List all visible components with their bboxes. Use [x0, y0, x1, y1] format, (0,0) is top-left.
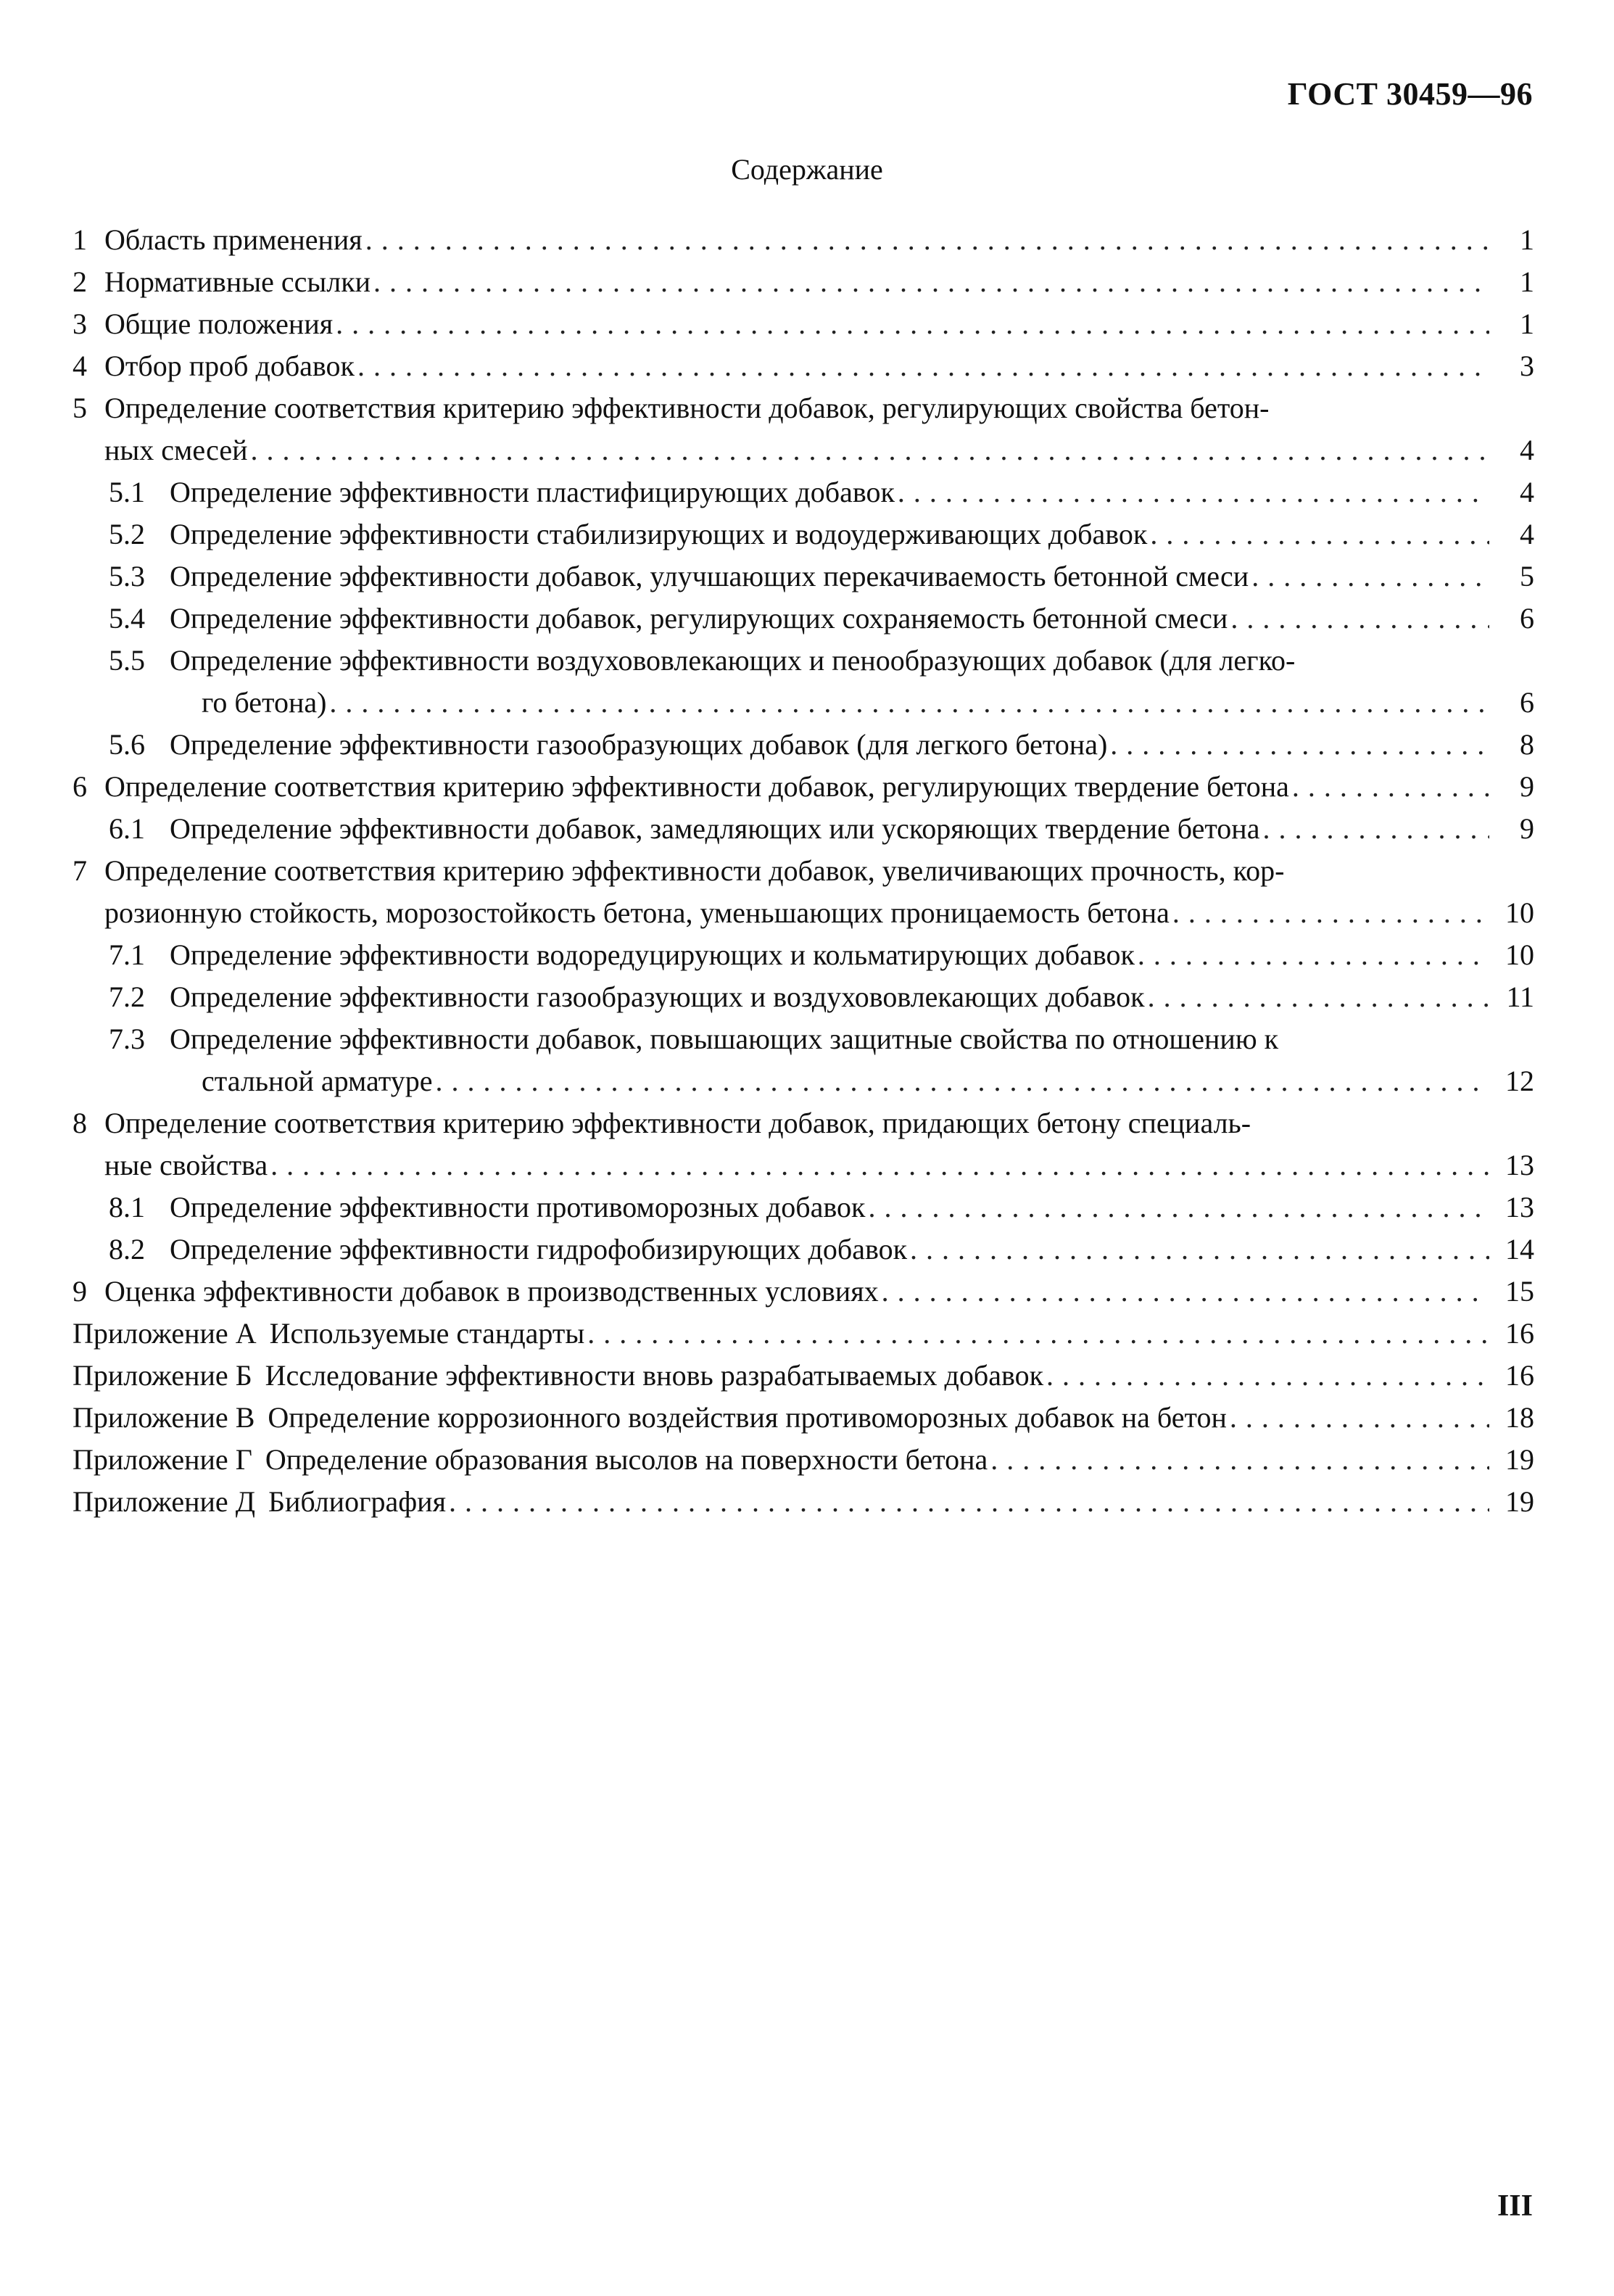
toc-entry-text-cont: го бетона) — [202, 686, 327, 719]
toc-entry[interactable] — [73, 1228, 1534, 1271]
toc-entry-page: 1 — [1520, 307, 1534, 340]
toc-entry-text-cont: розионную стойкость, морозостойкость бетона, уменьшающих проницаемость бетона — [104, 896, 1170, 929]
toc-entry-page: 14 — [1505, 1233, 1534, 1265]
toc-entry-page: 6 — [1520, 602, 1534, 635]
toc-entry-number: 5.4 — [109, 602, 145, 635]
toc-entry-text: Оценка эффективности добавок в производственных условиях — [104, 1275, 879, 1308]
toc-entry-number: 2 — [73, 265, 87, 298]
toc-entry-number: 5.3 — [109, 560, 145, 592]
dot-leader — [898, 471, 1489, 513]
dot-leader — [449, 1481, 1489, 1523]
toc-entry-text: Определение эффективности пластифицирующих добавок — [170, 476, 895, 508]
toc-entry-page: 4 — [1520, 476, 1534, 508]
toc-entry[interactable] — [73, 219, 1534, 261]
toc-entry-text: Определение эффективности добавок, регулирующих сохраняемость бетонной смеси — [170, 602, 1228, 635]
toc-entry-page: 18 — [1505, 1401, 1534, 1434]
toc-entry-text: Определение соответствия критерию эффективности добавок, придающих бетону специаль- — [104, 1107, 1251, 1139]
toc-entry-continuation[interactable] — [73, 1144, 1534, 1186]
dot-leader — [868, 1186, 1489, 1228]
toc-entry-page: 4 — [1520, 434, 1534, 466]
toc-entry[interactable] — [73, 808, 1534, 850]
toc-entry-number: 7.1 — [109, 938, 145, 971]
toc-entry-number: 7.3 — [109, 1023, 145, 1055]
toc-entry-page: 8 — [1520, 728, 1534, 761]
page-number: III — [1497, 2189, 1533, 2223]
toc-entry[interactable] — [73, 640, 1534, 682]
dot-leader — [882, 1271, 1489, 1313]
dot-leader — [435, 1060, 1489, 1102]
toc-entry-number: 3 — [73, 307, 87, 340]
toc-entry-continuation[interactable] — [73, 892, 1534, 934]
toc-entry-number: 7 — [73, 854, 87, 887]
dot-leader — [990, 1439, 1489, 1481]
toc-entry-page: 13 — [1505, 1191, 1534, 1223]
appendix-label: Приложение А — [73, 1317, 257, 1350]
toc-entry-page: 1 — [1520, 265, 1534, 298]
toc-entry[interactable] — [73, 1018, 1534, 1060]
toc-entry-continuation[interactable] — [73, 429, 1534, 471]
toc-appendix-entry[interactable] — [73, 1481, 1534, 1523]
toc-entry-text: Определение эффективности добавок, повышающих защитные свойства по отношению к — [170, 1023, 1279, 1055]
toc-entry-page: 9 — [1520, 770, 1534, 803]
toc-entry-page: 16 — [1505, 1317, 1534, 1350]
dot-leader — [587, 1313, 1489, 1355]
dot-leader — [1262, 808, 1489, 850]
toc-entry-page: 5 — [1520, 560, 1534, 592]
toc-entry-number: 6.1 — [109, 812, 145, 845]
dot-leader — [336, 303, 1489, 345]
document-code: ГОСТ 30459—96 — [1287, 76, 1533, 112]
toc-entry[interactable] — [73, 556, 1534, 598]
dot-leader — [251, 429, 1490, 471]
toc-appendix-entry[interactable] — [73, 1397, 1534, 1439]
toc-entry-text-cont: стальной арматуре — [202, 1065, 433, 1097]
toc-entry-page: 3 — [1520, 350, 1534, 382]
dot-leader — [373, 261, 1489, 303]
dot-leader — [357, 345, 1489, 387]
toc-entry-number: 5.5 — [109, 644, 145, 677]
toc-entry-page: 13 — [1505, 1149, 1534, 1181]
toc-entry-text: Исследование эффективности вновь разрабатываемых добавок — [265, 1359, 1043, 1392]
toc-appendix-entry[interactable] — [73, 1439, 1534, 1481]
toc-entry-page: 19 — [1505, 1485, 1534, 1518]
table-of-contents — [73, 219, 1534, 1523]
dot-leader — [1148, 976, 1489, 1018]
toc-entry-text: Определение соответствия критерию эффективности добавок, регулирующих свойства бетон- — [104, 392, 1270, 424]
toc-entry-text: Определение соответствия критерию эффективности добавок, увеличивающих прочность, кор- — [104, 854, 1285, 887]
toc-entry[interactable] — [73, 1271, 1534, 1313]
toc-entry-page: 6 — [1520, 686, 1534, 719]
toc-appendix-entry[interactable] — [73, 1313, 1534, 1355]
toc-entry-page: 19 — [1505, 1443, 1534, 1476]
dot-leader — [329, 682, 1489, 724]
dot-leader — [270, 1144, 1489, 1186]
toc-entry-text: Используемые стандарты — [269, 1317, 585, 1350]
toc-entry-text: Определение эффективности добавок, замедляющих или ускоряющих твердение бетона — [170, 812, 1260, 845]
toc-entry-number: 7.2 — [109, 980, 145, 1013]
toc-entry[interactable] — [73, 850, 1534, 892]
toc-entry-text: Отбор проб добавок — [104, 350, 355, 382]
toc-entry-page: 1 — [1520, 223, 1534, 256]
toc-entry[interactable] — [73, 387, 1534, 429]
toc-entry-number: 8 — [73, 1107, 87, 1139]
dot-leader — [365, 219, 1489, 261]
toc-entry[interactable] — [73, 513, 1534, 556]
toc-entry-text: Определение эффективности воздухововлекающих и пенообразующих добавок (для легко- — [170, 644, 1296, 677]
toc-entry[interactable] — [73, 303, 1534, 345]
dot-leader — [1251, 556, 1489, 598]
dot-leader — [1172, 892, 1489, 934]
toc-entry[interactable] — [73, 261, 1534, 303]
toc-entry-text: Нормативные ссылки — [104, 265, 371, 298]
dot-leader — [1046, 1355, 1489, 1397]
toc-entry[interactable] — [73, 1186, 1534, 1228]
dot-leader — [1230, 1397, 1489, 1439]
toc-entry-text: Определение эффективности стабилизирующих и водоудерживающих добавок — [170, 518, 1148, 550]
toc-entry-text: Определение эффективности добавок, улучшающих перекачиваемость бетонной смеси — [170, 560, 1249, 592]
toc-entry-page: 10 — [1505, 896, 1534, 929]
toc-entry-text: Библиография — [268, 1485, 446, 1518]
toc-entry-number: 1 — [73, 223, 87, 256]
appendix-label: Приложение Б — [73, 1359, 252, 1392]
toc-entry[interactable] — [73, 345, 1534, 387]
toc-entry-number: 5.6 — [109, 728, 145, 761]
toc-entry-continuation[interactable] — [73, 1060, 1534, 1102]
toc-entry-page: 4 — [1520, 518, 1534, 550]
toc-entry[interactable] — [73, 934, 1534, 976]
toc-entry-text: Определение коррозионного воздействия противоморозных добавок на бетон — [268, 1401, 1227, 1434]
toc-entry-number: 4 — [73, 350, 87, 382]
toc-entry-number: 5 — [73, 392, 87, 424]
dot-leader — [1230, 598, 1489, 640]
toc-entry-number: 5.1 — [109, 476, 145, 508]
appendix-label: Приложение Д — [73, 1485, 255, 1518]
toc-entry-page: 9 — [1520, 812, 1534, 845]
toc-entry-number: 8.1 — [109, 1191, 145, 1223]
toc-entry-text-cont: ных смесей — [104, 434, 248, 466]
dot-leader — [1110, 724, 1489, 766]
toc-entry[interactable] — [73, 724, 1534, 766]
toc-entry-number: 6 — [73, 770, 87, 803]
appendix-label: Приложение Г — [73, 1443, 252, 1476]
toc-entry[interactable] — [73, 598, 1534, 640]
toc-entry-text: Определение эффективности газообразующих и воздухововлекающих добавок — [170, 980, 1145, 1013]
toc-entry-text: Определение соответствия критерию эффективности добавок, регулирующих твердение бетона — [104, 770, 1289, 803]
toc-entry-page: 11 — [1506, 980, 1534, 1013]
toc-entry-text: Определение эффективности газообразующих добавок (для легкого бетона) — [170, 728, 1108, 761]
toc-entry-page: 12 — [1505, 1065, 1534, 1097]
dot-leader — [1292, 766, 1489, 808]
toc-entry-number: 8.2 — [109, 1233, 145, 1265]
toc-entry-page: 10 — [1505, 938, 1534, 971]
dot-leader — [1138, 934, 1489, 976]
dot-leader — [1150, 513, 1489, 556]
toc-entry[interactable] — [73, 766, 1534, 808]
toc-entry-text: Область применения — [104, 223, 363, 256]
toc-entry-number: 9 — [73, 1275, 87, 1308]
toc-entry-text-cont: ные свойства — [104, 1149, 268, 1181]
toc-entry-continuation[interactable] — [73, 682, 1534, 724]
toc-entry-page: 16 — [1505, 1359, 1534, 1392]
toc-entry[interactable] — [73, 1102, 1534, 1144]
toc-entry-text: Определение образования высолов на поверхности бетона — [265, 1443, 988, 1476]
toc-entry-text: Общие положения — [104, 307, 334, 340]
appendix-label: Приложение В — [73, 1401, 255, 1434]
toc-entry-text: Определение эффективности гидрофобизирующих добавок — [170, 1233, 908, 1265]
toc-entry[interactable] — [73, 976, 1534, 1018]
toc-entry-text: Определение эффективности противоморозных добавок — [170, 1191, 866, 1223]
toc-title: Содержание — [731, 153, 883, 186]
toc-appendix-entry[interactable] — [73, 1355, 1534, 1397]
toc-entry[interactable] — [73, 471, 1534, 513]
toc-entry-text: Определение эффективности водоредуцирующих и кольматирующих добавок — [170, 938, 1135, 971]
toc-entry-number: 5.2 — [109, 518, 145, 550]
toc-entry-page: 15 — [1505, 1275, 1534, 1308]
dot-leader — [910, 1228, 1489, 1271]
